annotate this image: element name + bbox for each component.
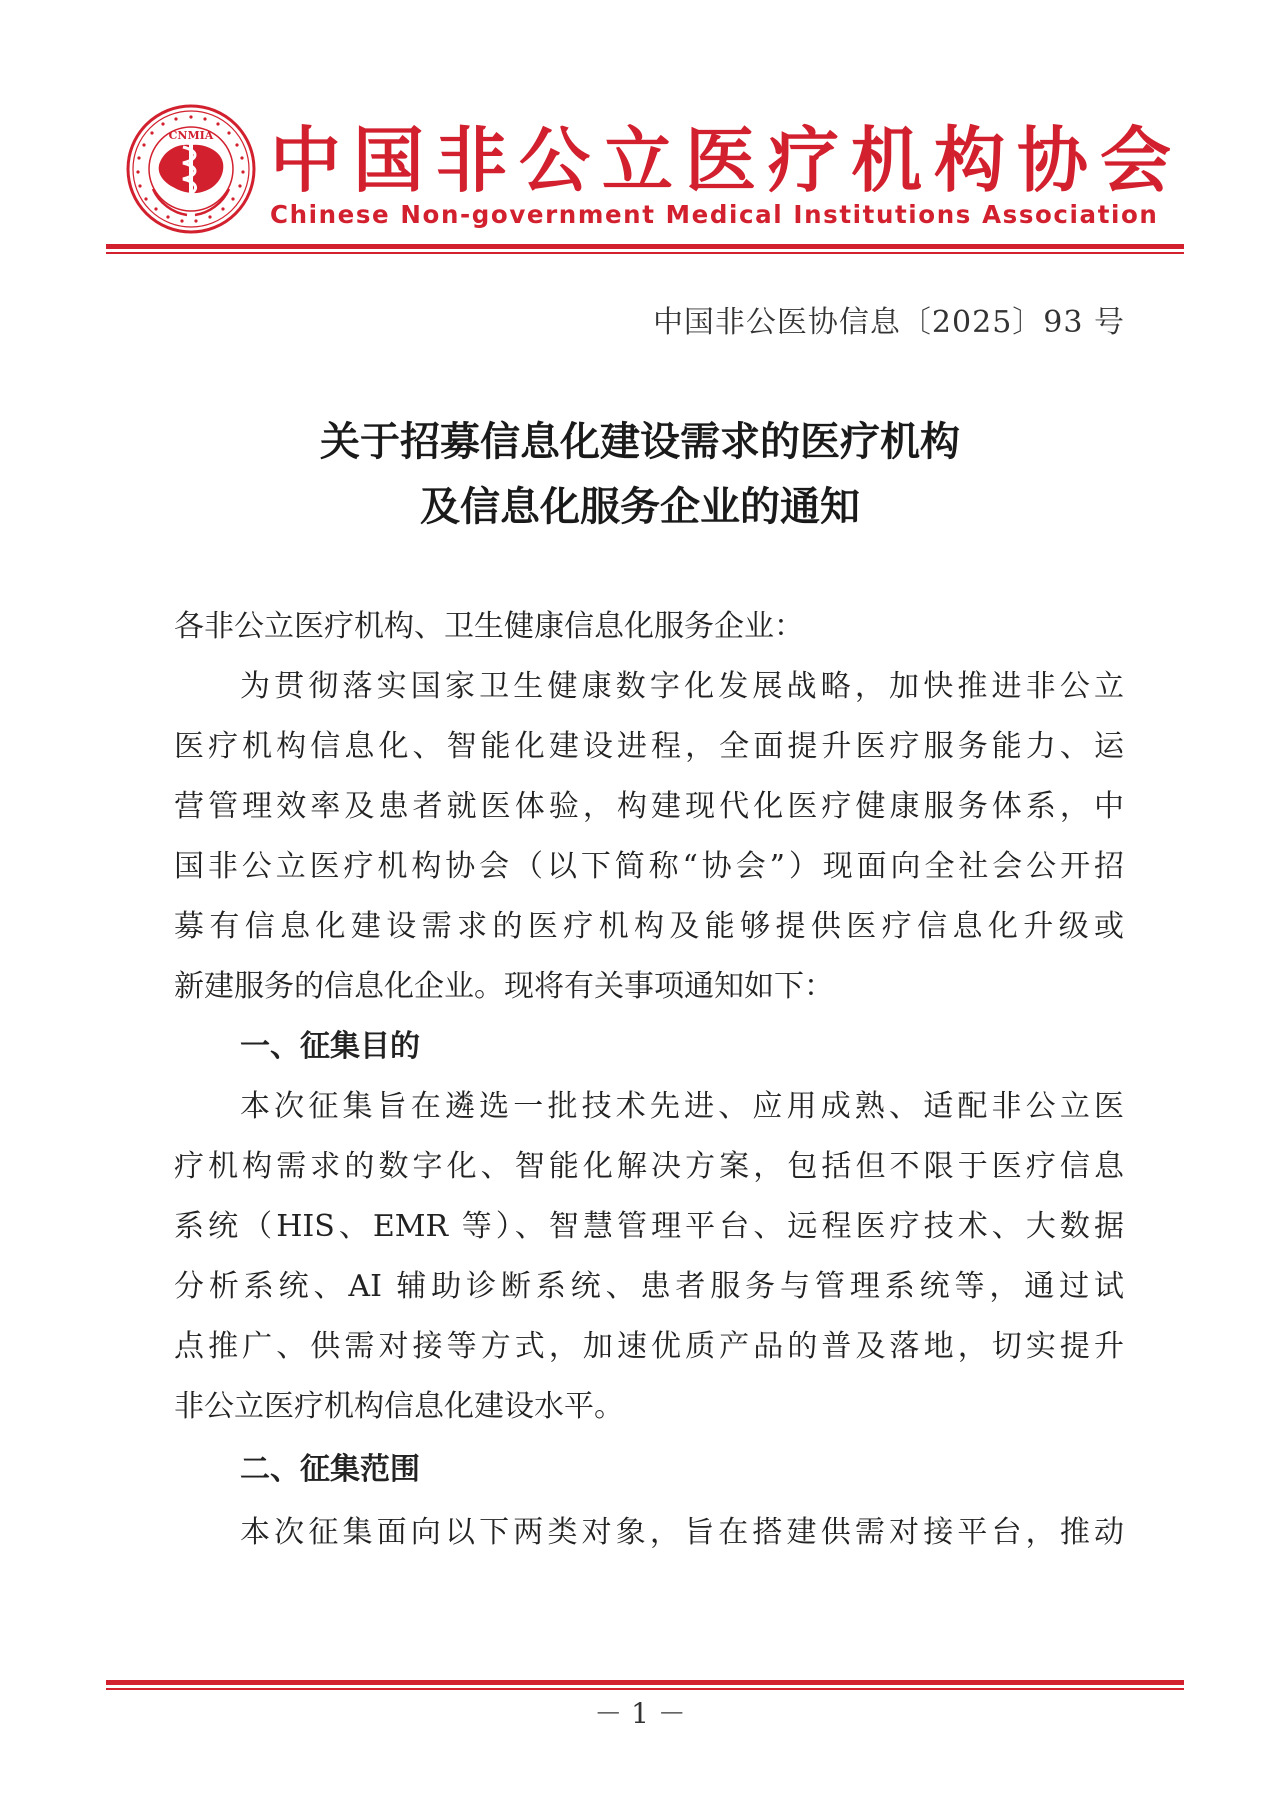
addressee: 各非公立医疗机构、卫生健康信息化服务企业： [174, 609, 804, 644]
org-name-en: Chinese Non-government Medical Institutions Association [270, 200, 1159, 229]
paragraph-line: 疗机构需求的数字化、智能化解决方案，包括但不限于医疗信息 [174, 1149, 1124, 1184]
paragraph-line: 系统（HIS、EMR 等）、智慧管理平台、远程医疗技术、大数据 [174, 1209, 1124, 1244]
paragraph-line: 营管理效率及患者就医体验，构建现代化医疗健康服务体系，中 [174, 789, 1124, 824]
section-heading-1: 一、征集目的 [240, 1029, 420, 1064]
document-title-line-1: 关于招募信息化建设需求的医疗机构 [320, 419, 960, 465]
paragraph-line: 募有信息化建设需求的医疗机构及能够提供医疗信息化升级或 [174, 909, 1124, 944]
paragraph-line: 点推广、供需对接等方式，加速优质产品的普及落地，切实提升 [174, 1329, 1124, 1364]
paragraph-line: 本次征集面向以下两类对象，旨在搭建供需对接平台，推动 [240, 1515, 1124, 1550]
header-rule-thin [106, 252, 1184, 254]
org-name-cn: 中国非公立医疗机构协会 [270, 118, 1184, 202]
paragraph-line: 非公立医疗机构信息化建设水平。 [174, 1389, 624, 1424]
document-title-line-2: 及信息化服务企业的通知 [420, 484, 860, 530]
page-number: － 1 － [594, 1697, 686, 1730]
document-number: 中国非公医协信息〔2025〕93 号 [652, 305, 1125, 340]
footer-rule-thick [106, 1680, 1184, 1685]
paragraph-line: 分析系统、AI 辅助诊断系统、患者服务与管理系统等，通过试 [174, 1269, 1124, 1304]
association-logo-icon [125, 103, 257, 235]
section-heading-2: 二、征集范围 [240, 1452, 420, 1487]
header-rule-thick [106, 244, 1184, 249]
paragraph-line: 新建服务的信息化企业。现将有关事项通知如下： [174, 969, 834, 1004]
paragraph-line: 本次征集旨在遴选一批技术先进、应用成熟、适配非公立医 [240, 1089, 1124, 1124]
footer-rule-thin [106, 1688, 1184, 1690]
paragraph-line: 国非公立医疗机构协会（以下简称“协会”）现面向全社会公开招 [174, 849, 1124, 884]
logo-text: CNMIA [168, 129, 214, 142]
paragraph-line: 医疗机构信息化、智能化建设进程，全面提升医疗服务能力、运 [174, 729, 1124, 764]
paragraph-line: 为贯彻落实国家卫生健康数字化发展战略，加快推进非公立 [240, 669, 1124, 704]
